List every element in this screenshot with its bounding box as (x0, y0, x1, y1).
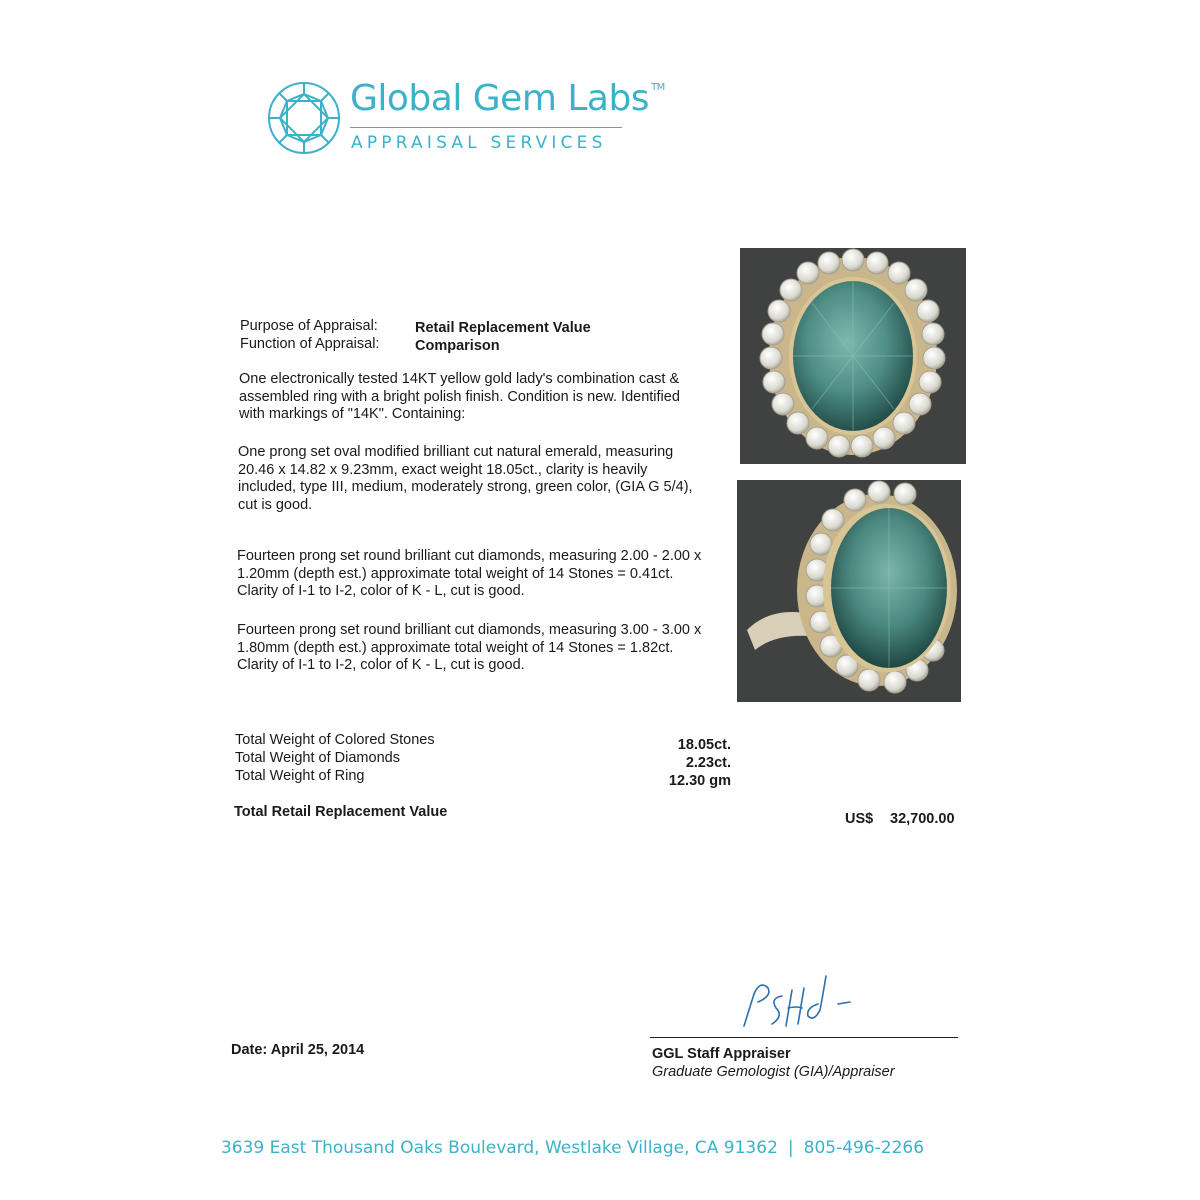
emerald-description: One prong set oval modified brilliant cut natural emerald, measuring 20.46 x 14.82 x 9.23mm, exact weight 18.05ct., clarity is heavily included, type III, medium, moderately strong, green color, (GIA G 5/4), cut is good. (238, 444, 693, 513)
footer-separator: | (787, 1138, 794, 1158)
appraiser-title: Graduate Gemologist (GIA)/Appraiser (652, 1064, 895, 1080)
diamonds-weight-value: 2.23ct. (685, 755, 731, 771)
diamonds-weight-label: Total Weight of Diamonds (235, 750, 400, 766)
brand-subtitle: APPRAISAL SERVICES (351, 133, 607, 153)
colored-stones-weight-label: Total Weight of Colored Stones (235, 732, 435, 748)
footer-phone: 805-496-2266 (803, 1138, 925, 1158)
appraiser-name: GGL Staff Appraiser (652, 1046, 791, 1062)
large-diamonds-description: Fourteen prong set round brilliant cut diamonds, measuring 3.00 - 3.00 x 1.80mm (depth est.) approximate total weight of 14 Stones = 1.82ct. Clarity of I-1 to I-2, color of K - L, cut is good. (237, 622, 702, 673)
function-value: Comparison (415, 338, 500, 354)
ring-description: One electronically tested 14KT yellow gold lady's combination cast & assembled ring with a bright polish finish. Condition is new. Identified with markings of "14K". Containing: (239, 371, 680, 422)
signature-image (730, 970, 860, 1034)
purpose-value: Retail Replacement Value (415, 320, 591, 336)
total-value-currency: US$ (845, 811, 874, 827)
ring-weight-label: Total Weight of Ring (235, 768, 365, 784)
ring-weight-value: 12.30 gm (668, 773, 731, 789)
trademark-mark: TM (651, 82, 665, 93)
brand-divider (350, 127, 622, 128)
function-label: Function of Appraisal: (240, 336, 380, 352)
ring-top-view-photo (740, 248, 966, 464)
brand-name: Global Gem Labs ™ (350, 78, 665, 119)
ring-side-view-photo (737, 480, 961, 702)
colored-stones-weight-value: 18.05ct. (677, 737, 731, 753)
gem-logo-icon (266, 80, 342, 156)
footer-address: 3639 East Thousand Oaks Boulevard, Westlake Village, CA 91362 (220, 1138, 778, 1158)
total-value-label: Total Retail Replacement Value (234, 804, 448, 820)
total-value-amount: 32,700.00 (890, 811, 955, 827)
small-diamonds-description: Fourteen prong set round brilliant cut diamonds, measuring 2.00 - 2.00 x 1.20mm (depth est.) approximate total weight of 14 Stones = 0.41ct. Clarity of I-1 to I-2, color of K - L, cut is good. (237, 548, 702, 599)
appraisal-date: Date: April 25, 2014 (231, 1042, 365, 1058)
signature-line (650, 1037, 958, 1038)
footer-contact (0, 1138, 1145, 1158)
purpose-label: Purpose of Appraisal: (240, 318, 378, 334)
